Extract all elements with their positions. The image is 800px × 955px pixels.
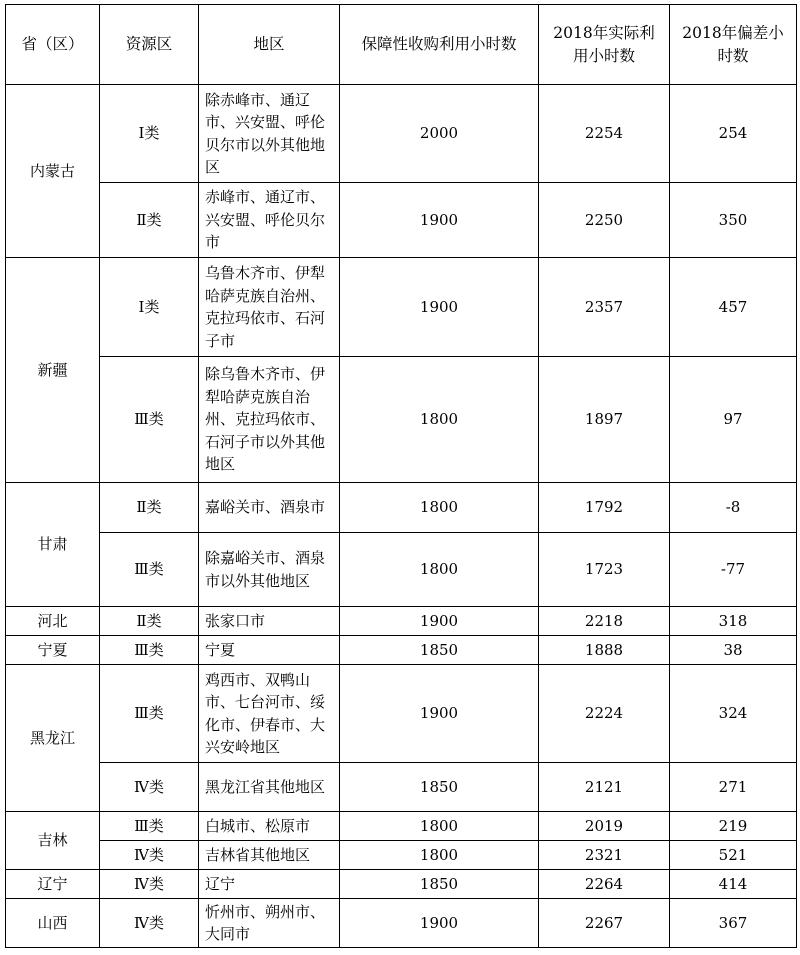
resource-zone-cell-text: Ⅲ类 [134, 640, 164, 659]
resource-zone-cell [100, 183, 199, 258]
resource-zone-cell-text: Ⅱ类 [136, 611, 162, 630]
guaranteed-hours-cell-text: 1850 [419, 874, 459, 893]
province-cell-text: 河北 [37, 611, 68, 630]
header-deviation-2018: 2018年偏差小 时数 [670, 5, 797, 85]
deviation-hours-cell-text: 521 [718, 845, 748, 864]
resource-zone-cell [100, 607, 199, 636]
guaranteed-hours-cell-text: 1800 [419, 410, 459, 429]
deviation-hours-cell-text: 254 [718, 124, 748, 143]
province-cell [6, 899, 100, 948]
actual-hours-cell-text: 2019 [584, 816, 624, 835]
deviation-hours-cell-text: 324 [718, 704, 748, 723]
guaranteed-hours-cell [340, 533, 539, 607]
guaranteed-hours-cell-text: 1900 [419, 913, 459, 932]
region-cell [199, 533, 340, 607]
province-cell-text: 宁夏 [37, 640, 68, 659]
table-row [6, 607, 797, 636]
guaranteed-hours-cell-text: 1800 [419, 560, 459, 579]
resource-zone-cell [100, 483, 199, 533]
header-actual-hours-2018: 2018年实际利 用小时数 [539, 5, 670, 85]
deviation-hours-cell-text: -77 [720, 560, 746, 579]
deviation-hours-cell-text: -8 [725, 498, 741, 517]
resource-zone-cell [100, 85, 199, 183]
actual-hours-cell [539, 533, 670, 607]
deviation-hours-cell [670, 483, 797, 533]
region-cell-text: 辽宁 [205, 874, 236, 893]
region-cell-text: 赤峰市、通辽市、兴安盟、呼伦贝尔市 [205, 188, 326, 252]
actual-hours-cell-text: 2264 [584, 874, 624, 893]
resource-zone-cell-text: Ⅱ类 [136, 210, 162, 229]
table-row [6, 183, 797, 258]
guaranteed-hours-cell [340, 665, 539, 763]
actual-hours-cell [539, 636, 670, 665]
region-cell [199, 85, 340, 183]
deviation-hours-cell [670, 636, 797, 665]
table-row [6, 841, 797, 870]
table-row [6, 258, 797, 357]
deviation-hours-cell [670, 183, 797, 258]
resource-zone-cell [100, 258, 199, 357]
region-cell [199, 357, 340, 483]
actual-hours-cell-text: 2224 [584, 704, 624, 723]
actual-hours-cell-text: 2267 [584, 913, 624, 932]
actual-hours-cell-text: 2254 [584, 124, 624, 143]
actual-hours-cell [539, 665, 670, 763]
table-row [6, 85, 797, 183]
province-cell [6, 665, 100, 812]
region-cell-text: 吉林省其他地区 [205, 845, 311, 864]
region-cell [199, 483, 340, 533]
province-cell-text: 黑龙江 [29, 728, 75, 747]
guaranteed-hours-cell-text: 1900 [419, 611, 459, 630]
deviation-hours-cell [670, 258, 797, 357]
region-cell-text: 宁夏 [205, 640, 236, 659]
actual-hours-cell [539, 899, 670, 948]
deviation-hours-cell [670, 607, 797, 636]
header-guaranteed-hours: 保障性收购利用小时数 [340, 5, 539, 85]
region-cell-text: 张家口市 [205, 611, 266, 630]
guaranteed-hours-cell [340, 607, 539, 636]
actual-hours-cell [539, 607, 670, 636]
province-cell-text: 内蒙古 [29, 161, 75, 180]
actual-hours-cell-text: 2250 [584, 210, 624, 229]
table-row [6, 533, 797, 607]
resource-zone-cell [100, 812, 199, 841]
region-cell [199, 812, 340, 841]
deviation-hours-cell [670, 665, 797, 763]
guaranteed-hours-cell [340, 183, 539, 258]
province-cell [6, 607, 100, 636]
region-cell-text: 忻州市、朔州市、大同市 [205, 902, 326, 943]
actual-hours-cell [539, 183, 670, 258]
deviation-hours-cell-text: 97 [723, 410, 743, 429]
region-cell-text: 黑龙江省其他地区 [205, 777, 326, 796]
deviation-hours-cell [670, 763, 797, 812]
resource-zone-cell-text: Ⅳ类 [134, 874, 164, 893]
region-cell [199, 258, 340, 357]
deviation-hours-cell [670, 357, 797, 483]
deviation-hours-cell-text: 367 [718, 913, 748, 932]
header-province: 省（区） [6, 5, 100, 85]
actual-hours-cell-text: 1792 [584, 498, 624, 517]
deviation-hours-cell [670, 85, 797, 183]
guaranteed-hours-cell [340, 483, 539, 533]
header-resource-zone: 资源区 [100, 5, 199, 85]
deviation-hours-cell [670, 812, 797, 841]
resource-zone-cell-text: Ⅰ类 [138, 124, 160, 143]
actual-hours-cell [539, 812, 670, 841]
province-cell [6, 812, 100, 870]
actual-hours-cell [539, 85, 670, 183]
actual-hours-cell [539, 357, 670, 483]
resource-zone-cell-text: Ⅲ类 [134, 560, 164, 579]
region-cell [199, 183, 340, 258]
guaranteed-hours-cell-text: 1900 [419, 210, 459, 229]
province-cell-text: 辽宁 [37, 874, 68, 893]
resource-zone-cell-text: Ⅳ类 [134, 845, 164, 864]
deviation-hours-cell-text: 38 [723, 640, 743, 659]
deviation-hours-cell-text: 219 [718, 816, 748, 835]
resource-zone-cell [100, 357, 199, 483]
deviation-hours-cell-text: 350 [718, 210, 748, 229]
resource-zone-cell [100, 763, 199, 812]
guaranteed-hours-cell [340, 899, 539, 948]
deviation-hours-cell-text: 318 [718, 611, 748, 630]
deviation-hours-cell-text: 414 [718, 874, 748, 893]
region-cell-text: 白城市、松原市 [205, 816, 311, 835]
header-row [6, 5, 797, 85]
guaranteed-hours-cell-text: 1800 [419, 498, 459, 517]
province-cell-text: 新疆 [37, 360, 68, 379]
province-cell-text: 吉林 [37, 831, 68, 850]
region-cell-text: 除嘉峪关市、酒泉市以外其他地区 [205, 549, 326, 590]
table-row [6, 483, 797, 533]
actual-hours-cell [539, 258, 670, 357]
guaranteed-hours-cell [340, 85, 539, 183]
resource-zone-cell [100, 533, 199, 607]
resource-zone-cell-text: Ⅱ类 [136, 498, 162, 517]
region-cell [199, 899, 340, 948]
resource-zone-cell [100, 665, 199, 763]
guaranteed-hours-cell-text: 1800 [419, 845, 459, 864]
resource-zone-cell [100, 636, 199, 665]
resource-zone-cell [100, 841, 199, 870]
region-cell-text: 鸡西市、双鸭山市、七台河市、绥化市、伊春市、大兴安岭地区 [205, 670, 326, 756]
actual-hours-cell-text: 1897 [584, 410, 624, 429]
actual-hours-cell [539, 763, 670, 812]
resource-zone-cell-text: Ⅲ类 [134, 410, 164, 429]
deviation-hours-cell [670, 899, 797, 948]
actual-hours-cell-text: 2218 [584, 611, 624, 630]
table-body [6, 85, 797, 948]
region-cell [199, 636, 340, 665]
province-cell [6, 870, 100, 899]
region-cell-text: 嘉峪关市、酒泉市 [205, 498, 326, 517]
table-row [6, 870, 797, 899]
region-cell-text: 除乌鲁木齐市、伊犁哈萨克族自治州、克拉玛依市、石河子市以外其他地区 [205, 365, 326, 474]
resource-zone-cell [100, 870, 199, 899]
actual-hours-cell [539, 841, 670, 870]
guaranteed-hours-cell-text: 1850 [419, 640, 459, 659]
resource-zone-cell-text: Ⅲ类 [134, 816, 164, 835]
guaranteed-hours-cell-text: 1850 [419, 777, 459, 796]
guaranteed-hours-cell [340, 841, 539, 870]
province-cell [6, 636, 100, 665]
region-cell-text: 除赤峰市、通辽市、兴安盟、呼伦贝尔市以外其他地区 [205, 90, 326, 176]
resource-zone-cell-text: Ⅰ类 [138, 297, 160, 316]
table-row [6, 812, 797, 841]
guaranteed-hours-cell-text: 1900 [419, 704, 459, 723]
resource-zone-cell-text: Ⅲ类 [134, 704, 164, 723]
deviation-hours-cell [670, 870, 797, 899]
region-cell [199, 665, 340, 763]
wind-power-hours-table [5, 4, 797, 948]
resource-zone-cell [100, 899, 199, 948]
header-region: 地区 [199, 5, 340, 85]
guaranteed-hours-cell [340, 357, 539, 483]
guaranteed-hours-cell [340, 258, 539, 357]
actual-hours-cell-text: 1888 [584, 640, 624, 659]
actual-hours-cell-text: 2357 [584, 297, 624, 316]
actual-hours-cell-text: 1723 [584, 560, 624, 579]
resource-zone-cell-text: Ⅳ类 [134, 777, 164, 796]
region-cell-text: 乌鲁木齐市、伊犁哈萨克族自治州、克拉玛依市、石河子市 [205, 264, 326, 350]
province-cell [6, 483, 100, 607]
table-row [6, 636, 797, 665]
table-row [6, 357, 797, 483]
deviation-hours-cell [670, 533, 797, 607]
deviation-hours-cell-text: 457 [718, 297, 748, 316]
guaranteed-hours-cell [340, 812, 539, 841]
province-cell [6, 258, 100, 483]
province-cell-text: 山西 [37, 913, 68, 932]
resource-zone-cell-text: Ⅳ类 [134, 913, 164, 932]
table-row [6, 665, 797, 763]
table-row [6, 899, 797, 948]
table-row [6, 763, 797, 812]
actual-hours-cell-text: 2121 [584, 777, 624, 796]
province-cell [6, 85, 100, 258]
guaranteed-hours-cell [340, 763, 539, 812]
actual-hours-cell-text: 2321 [584, 845, 624, 864]
guaranteed-hours-cell-text: 2000 [419, 124, 459, 143]
deviation-hours-cell [670, 841, 797, 870]
actual-hours-cell [539, 483, 670, 533]
actual-hours-cell [539, 870, 670, 899]
guaranteed-hours-cell [340, 870, 539, 899]
region-cell [199, 607, 340, 636]
table-header [6, 5, 797, 85]
deviation-hours-cell-text: 271 [718, 777, 748, 796]
guaranteed-hours-cell-text: 1900 [419, 297, 459, 316]
region-cell [199, 763, 340, 812]
province-cell-text: 甘肃 [37, 535, 68, 554]
region-cell [199, 870, 340, 899]
guaranteed-hours-cell-text: 1800 [419, 816, 459, 835]
guaranteed-hours-cell [340, 636, 539, 665]
region-cell [199, 841, 340, 870]
